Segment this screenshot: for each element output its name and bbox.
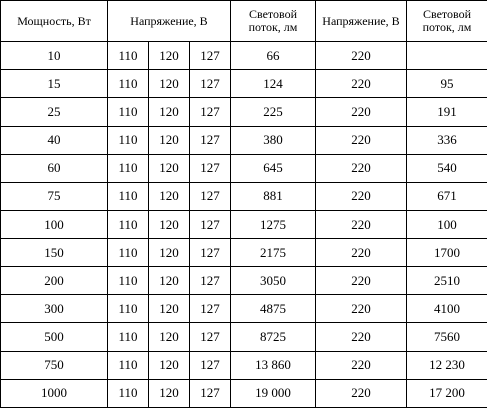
- table-row: [1, 182, 487, 210]
- cell-voltage-110: 110: [108, 98, 149, 126]
- cell-power: 300: [1, 295, 108, 323]
- cell-voltage-127: 127: [190, 267, 231, 295]
- cell-flux-low: 124: [231, 70, 316, 98]
- cell-power: 1000: [1, 379, 108, 407]
- cell-power: 750: [1, 351, 108, 379]
- cell-flux-high: 100: [407, 210, 487, 238]
- cell-voltage-110: 110: [108, 70, 149, 98]
- cell-voltage-110: 110: [108, 323, 149, 351]
- header-flux-low: [231, 1, 316, 42]
- cell-flux-high: 1700: [407, 239, 487, 267]
- cell-voltage-110: 110: [108, 42, 149, 70]
- cell-flux-high: 671: [407, 182, 487, 210]
- cell-voltage-127: 127: [190, 295, 231, 323]
- cell-voltage-220: 220: [316, 126, 407, 154]
- cell-power: 10: [1, 42, 108, 70]
- cell-flux-low: 881: [231, 182, 316, 210]
- cell-voltage-220: 220: [316, 351, 407, 379]
- cell-voltage-220: 220: [316, 239, 407, 267]
- table-row: [1, 379, 487, 407]
- cell-voltage-120: 120: [149, 267, 190, 295]
- cell-voltage-127: 127: [190, 182, 231, 210]
- header-flux-high-line1: Световой: [422, 7, 471, 22]
- cell-power: 150: [1, 239, 108, 267]
- cell-voltage-110: 110: [108, 295, 149, 323]
- cell-voltage-120: 120: [149, 351, 190, 379]
- cell-voltage-110: 110: [108, 182, 149, 210]
- header-flux-low-line2: поток, лм: [248, 20, 298, 35]
- cell-flux-low: 1275: [231, 210, 316, 238]
- cell-voltage-127: 127: [190, 239, 231, 267]
- cell-power: 100: [1, 210, 108, 238]
- cell-power: 15: [1, 70, 108, 98]
- cell-flux-high: 191: [407, 98, 487, 126]
- header-flux-high-text: [423, 8, 472, 34]
- cell-flux-high: 336: [407, 126, 487, 154]
- table-row: [1, 126, 487, 154]
- table-row: [1, 239, 487, 267]
- cell-voltage-120: 120: [149, 295, 190, 323]
- cell-voltage-127: 127: [190, 154, 231, 182]
- table-row: [1, 267, 487, 295]
- table-row: [1, 98, 487, 126]
- cell-voltage-127: 127: [190, 210, 231, 238]
- cell-voltage-127: 127: [190, 70, 231, 98]
- cell-flux-low: 645: [231, 154, 316, 182]
- cell-power: 200: [1, 267, 108, 295]
- cell-flux-high: 540: [407, 154, 487, 182]
- cell-flux-low: 4875: [231, 295, 316, 323]
- cell-voltage-120: 120: [149, 379, 190, 407]
- cell-voltage-110: 110: [108, 239, 149, 267]
- cell-flux-low: 380: [231, 126, 316, 154]
- cell-voltage-220: 220: [316, 182, 407, 210]
- table-row: [1, 323, 487, 351]
- cell-voltage-120: 120: [149, 42, 190, 70]
- cell-voltage-110: 110: [108, 267, 149, 295]
- cell-voltage-127: 127: [190, 98, 231, 126]
- cell-voltage-127: 127: [190, 351, 231, 379]
- table-row: [1, 295, 487, 323]
- table-row: [1, 210, 487, 238]
- header-flux-low-line1: Световой: [248, 7, 297, 22]
- table-row: [1, 70, 487, 98]
- cell-voltage-220: 220: [316, 295, 407, 323]
- table-body: [1, 1, 487, 408]
- cell-voltage-110: 110: [108, 126, 149, 154]
- cell-voltage-220: 220: [316, 210, 407, 238]
- cell-voltage-120: 120: [149, 98, 190, 126]
- cell-voltage-120: 120: [149, 126, 190, 154]
- cell-flux-high: 7560: [407, 323, 487, 351]
- cell-flux-low: 3050: [231, 267, 316, 295]
- cell-voltage-120: 120: [149, 70, 190, 98]
- header-voltage-low: Напряжение, В: [108, 1, 231, 42]
- cell-voltage-120: 120: [149, 210, 190, 238]
- cell-flux-low: 2175: [231, 239, 316, 267]
- cell-power: 60: [1, 154, 108, 182]
- cell-flux-low: 13 860: [231, 351, 316, 379]
- header-voltage-high: Напряжение, В: [316, 1, 407, 42]
- cell-voltage-220: 220: [316, 70, 407, 98]
- cell-voltage-127: 127: [190, 42, 231, 70]
- cell-voltage-120: 120: [149, 182, 190, 210]
- header-power: Мощность, Вт: [1, 1, 108, 42]
- cell-voltage-220: 220: [316, 98, 407, 126]
- cell-voltage-127: 127: [190, 379, 231, 407]
- cell-flux-high: 95: [407, 70, 487, 98]
- cell-flux-low: 8725: [231, 323, 316, 351]
- cell-voltage-120: 120: [149, 154, 190, 182]
- cell-voltage-127: 127: [190, 126, 231, 154]
- cell-voltage-220: 220: [316, 154, 407, 182]
- cell-voltage-220: 220: [316, 267, 407, 295]
- cell-power: 500: [1, 323, 108, 351]
- cell-power: 25: [1, 98, 108, 126]
- cell-voltage-120: 120: [149, 323, 190, 351]
- table-row: [1, 42, 487, 70]
- cell-flux-low: 19 000: [231, 379, 316, 407]
- cell-flux-high: 17 200: [407, 379, 487, 407]
- cell-flux-low: 66: [231, 42, 316, 70]
- header-flux-high-line2: поток, лм: [422, 20, 472, 35]
- cell-power: 40: [1, 126, 108, 154]
- cell-voltage-110: 110: [108, 154, 149, 182]
- table-row: [1, 351, 487, 379]
- cell-flux-high: 4100: [407, 295, 487, 323]
- table-row: [1, 154, 487, 182]
- header-flux-low-text: [249, 8, 298, 34]
- cell-voltage-220: 220: [316, 42, 407, 70]
- cell-flux-high: [407, 42, 487, 70]
- cell-voltage-127: 127: [190, 323, 231, 351]
- cell-flux-low: 225: [231, 98, 316, 126]
- cell-voltage-110: 110: [108, 351, 149, 379]
- header-flux-high: [407, 1, 487, 42]
- cell-voltage-220: 220: [316, 323, 407, 351]
- cell-voltage-110: 110: [108, 379, 149, 407]
- table-header-row: [1, 1, 487, 42]
- cell-voltage-120: 120: [149, 239, 190, 267]
- cell-voltage-110: 110: [108, 210, 149, 238]
- cell-voltage-220: 220: [316, 379, 407, 407]
- cell-flux-high: 12 230: [407, 351, 487, 379]
- cell-flux-high: 2510: [407, 267, 487, 295]
- cell-power: 75: [1, 182, 108, 210]
